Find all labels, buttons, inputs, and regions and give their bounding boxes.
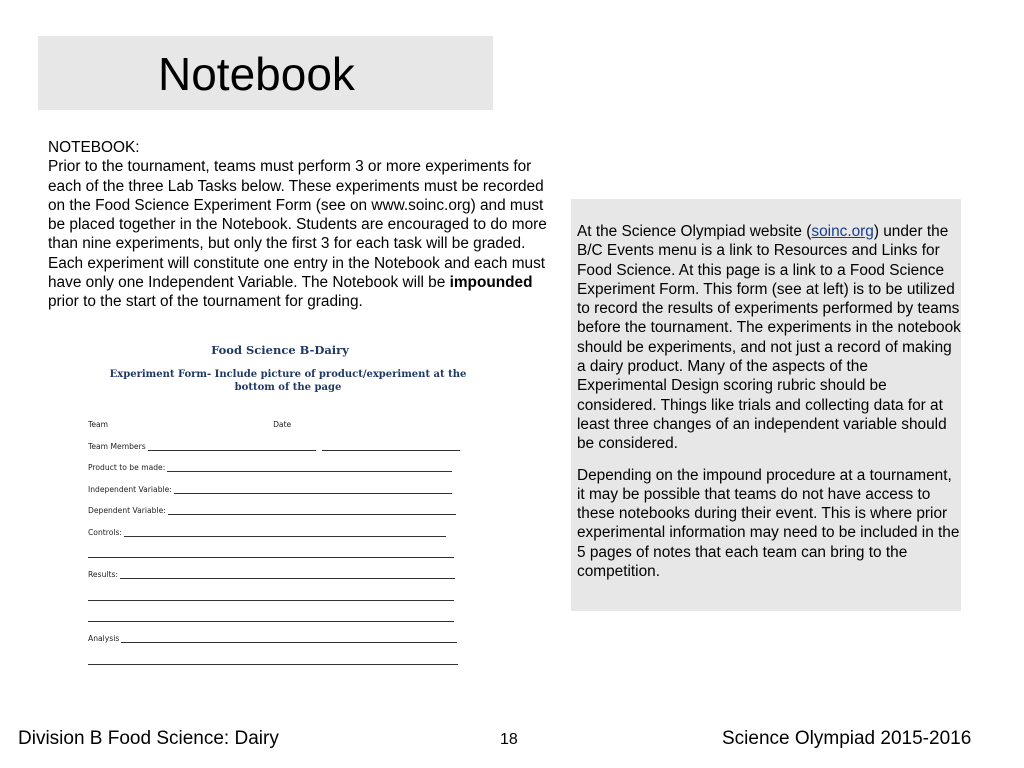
form-controls-label: Controls: — [88, 528, 122, 537]
form-line — [167, 464, 452, 472]
form-date-label: Date — [273, 420, 292, 429]
form-independent-row — [88, 485, 452, 494]
form-team-members-label: Team Members — [88, 442, 146, 451]
form-dependent-row — [88, 506, 456, 515]
form-product-label: Product to be made: — [88, 463, 166, 472]
form-analysis-label: Analysis — [88, 634, 120, 643]
notebook-text-part-1: Prior to the tournament, teams must perform 3 or more experiments for each of the three Lab Tasks below. These experiments must be recorded on the Food Science Experiment Form (see on www.soinc.org) and must be placed together in the Notebook. Students are encouraged to do more than nine experiments, but only the first 3 for each task will be graded. Each experiment will constitute one entry in the Notebook and each must have only one Independent Variable. The Notebook will be — [48, 158, 547, 292]
info-p1-after: ) under the B/C Events menu is a link to Resources and Links for Food Science. At this page is a link to a Food Science Experiment Form. This form (see at left) is to be utilized to record the results of experiments performed by teams before the tournament. The experiments in the notebook should be experiments, and not just a record of making a dairy product. Many of the aspects of the Experimental Design scoring rubric should be considered. Things like trials and collecting data for at least three changes of an independent variable should be considered. — [577, 223, 961, 453]
form-results-row — [88, 570, 455, 579]
footer-event-name: Division B Food Science: Dairy — [18, 728, 279, 749]
notebook-bold-word: impounded — [449, 274, 533, 292]
experiment-form-image — [78, 338, 482, 678]
info-paragraph-1 — [577, 222, 961, 454]
title-box — [38, 36, 493, 110]
form-line — [120, 571, 455, 579]
notebook-text-part-2: prior to the start of the tournament for grading. — [48, 293, 363, 311]
form-independent-label: Independent Variable: — [88, 485, 172, 494]
form-line — [88, 621, 454, 622]
form-line — [148, 443, 316, 451]
form-line — [124, 529, 446, 537]
info-text — [577, 222, 961, 593]
info-box — [571, 199, 961, 611]
footer-page-number: 18 — [500, 731, 518, 748]
form-line — [174, 486, 452, 494]
form-team-members-row — [88, 442, 460, 451]
form-line — [88, 557, 454, 558]
form-team-label: Team — [88, 420, 109, 429]
form-line — [168, 507, 456, 515]
notebook-description — [48, 138, 558, 312]
form-line — [88, 600, 454, 601]
slide-title: Notebook — [158, 48, 355, 100]
notebook-heading: NOTEBOOK: — [48, 139, 140, 156]
form-team-row — [88, 420, 291, 429]
form-line — [322, 443, 460, 451]
form-line — [121, 635, 457, 643]
info-paragraph-2: Depending on the impound procedure at a tournament, it may be possible that teams do not have access to these notebooks during their event. This is where prior experimental information may need to be included in the 5 pages of notes that each team can bring to the competition. — [577, 466, 960, 581]
form-title: Food Science B-Dairy — [211, 343, 349, 357]
info-p1-before: At the Science Olympiad website ( — [577, 223, 812, 240]
form-dependent-label: Dependent Variable: — [88, 506, 166, 515]
form-subtitle: Experiment Form- Include picture of product/experiment at the bottom of the page — [109, 369, 467, 393]
form-line — [88, 664, 458, 665]
form-controls-row — [88, 528, 446, 537]
form-results-label: Results: — [88, 570, 118, 579]
soinc-link[interactable]: soinc.org — [811, 223, 874, 240]
form-analysis-row — [88, 634, 457, 643]
form-product-row — [88, 463, 452, 472]
footer-year: Science Olympiad 2015-2016 — [722, 728, 972, 749]
